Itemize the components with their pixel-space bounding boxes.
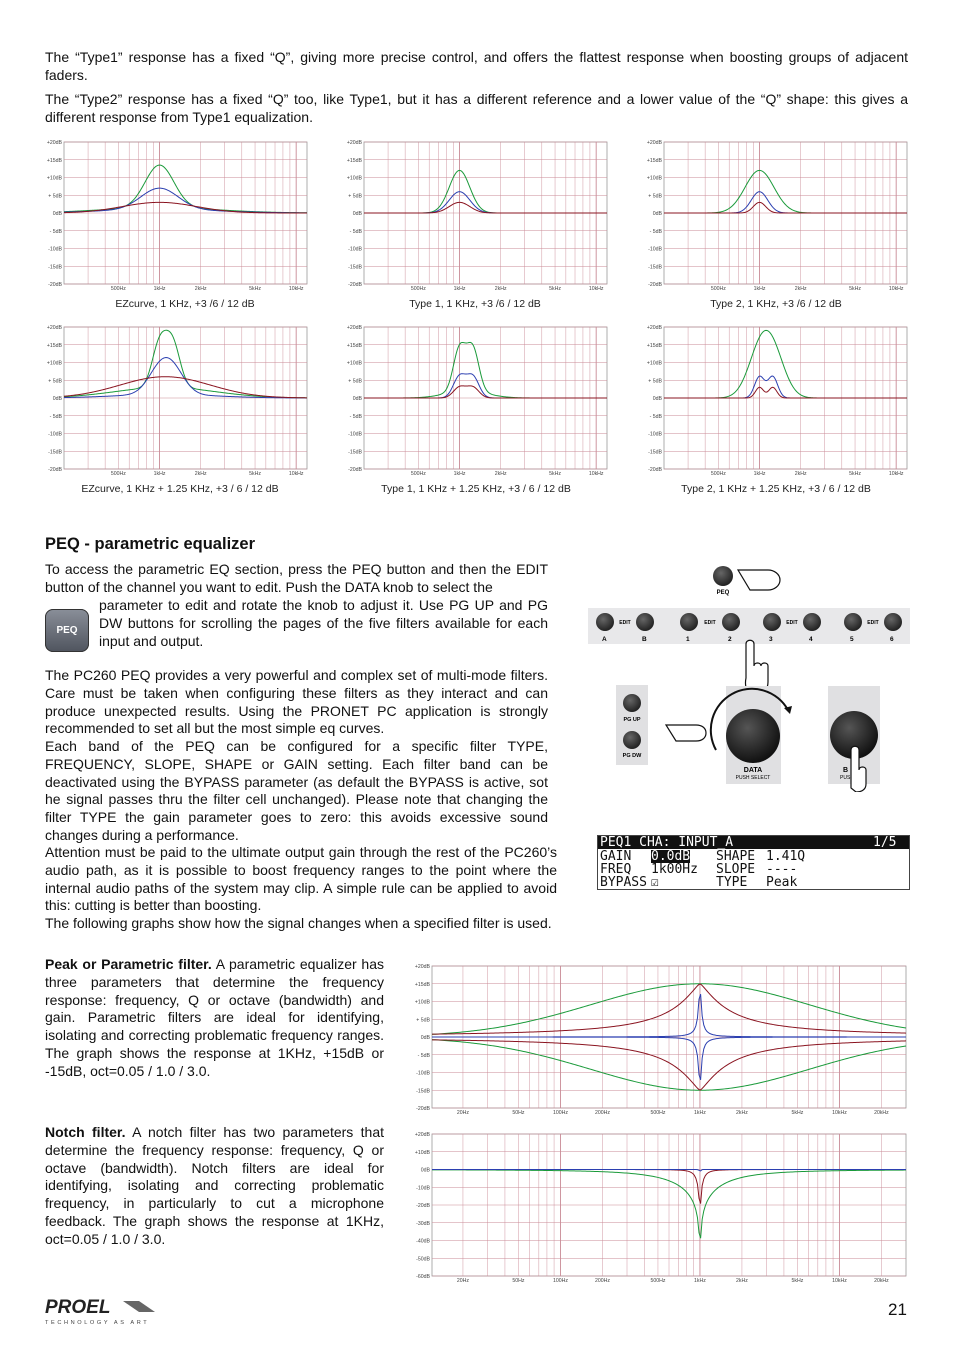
x-tick-label: 2kHz <box>194 286 207 291</box>
y-tick-label: 0dB <box>52 396 62 402</box>
x-tick-label: 5kHz <box>849 471 861 476</box>
graph-notch-filter <box>405 1128 910 1288</box>
svg-text:B: B <box>843 767 849 774</box>
x-tick-label: 10kHz <box>288 286 304 291</box>
y-tick-label: -20dB <box>648 282 662 288</box>
x-tick-label: 10kHz <box>832 1278 847 1284</box>
y-tick-label: +15dB <box>46 157 62 164</box>
x-tick-label: 10kHz <box>832 1110 847 1116</box>
x-tick-label: 1kHz <box>694 1110 706 1116</box>
y-tick-label: -50dB <box>416 1256 430 1263</box>
y-tick-label: -20dB <box>348 282 362 288</box>
y-tick-label: +15dB <box>414 981 430 988</box>
y-tick-label: + 5dB <box>648 378 662 385</box>
y-tick-label: -60dB <box>416 1274 430 1280</box>
x-tick-label: 1kHz <box>153 286 166 291</box>
y-tick-label: -20dB <box>648 467 662 473</box>
channel-button-6 <box>884 613 902 631</box>
data-knob <box>726 709 780 763</box>
y-tick-label: -15dB <box>48 264 62 271</box>
peq-paragraph-1: To access the parametric EQ section, press the PEQ button and then the EDIT button of the channel you want to edit. Push the DATA knob to select the <box>45 561 548 595</box>
y-tick-label: +10dB <box>646 360 662 367</box>
y-tick-label: -15dB <box>648 264 662 271</box>
x-tick-label: 20Hz <box>456 1110 470 1116</box>
y-tick-label: -10dB <box>648 246 662 253</box>
y-tick-label: +20dB <box>46 325 62 331</box>
y-tick-label: - 5dB <box>49 413 62 420</box>
y-tick-label: +10dB <box>414 999 430 1006</box>
graph-peak-filter <box>405 960 910 1120</box>
y-tick-label: +10dB <box>46 175 62 182</box>
y-tick-label: -10dB <box>648 431 662 438</box>
x-tick-label: 500Hz <box>110 286 126 291</box>
y-tick-label: -40dB <box>416 1238 430 1245</box>
x-tick-label: 200Hz <box>594 1278 610 1284</box>
proel-logo <box>45 1297 165 1332</box>
x-tick-label: 500Hz <box>650 1278 666 1284</box>
y-tick-label: +20dB <box>646 325 662 331</box>
x-tick-label: 5kHz <box>791 1278 804 1284</box>
peq-button-icon: PEQ <box>45 609 89 652</box>
y-tick-label: - 5dB <box>649 413 662 420</box>
y-tick-label: -10dB <box>416 1070 430 1077</box>
x-tick-label: 500Hz <box>650 1110 666 1116</box>
channel-button-4 <box>803 613 821 631</box>
y-tick-label: -15dB <box>48 449 62 456</box>
x-tick-label: 2kHz <box>794 471 807 476</box>
peq-paragraph-4: Attention must be paid to the ultimate output gain through the rest of the PC260’s audio path, as it is possible to boost frequency ranges to the point where the internal audio paths of the system may clip. A simple rule can be applied to avoid this: cutting is better than boosting. <box>45 844 557 914</box>
y-tick-label: +10dB <box>646 175 662 182</box>
y-tick-label: + 5dB <box>348 193 362 200</box>
peq-paragraph-2: The PC260 PEQ provides a very powerful and complex set of multi-mode filters. Care must be taken when configuring these filters as they interact and can produce unexpected results. Using the PRONET PC application is strongly recommended to set all but the most simple eq curves. <box>45 667 548 737</box>
pgup-button <box>623 694 641 712</box>
caption-ezcurve-single: EZcurve, 1 KHz, +3 /6 / 12 dB <box>115 298 255 310</box>
svg-text:DATA: DATA <box>743 767 763 774</box>
svg-text:PEQ: PEQ <box>716 590 730 596</box>
x-tick-label: 5kHz <box>791 1110 804 1116</box>
x-tick-label: 5kHz <box>549 471 561 476</box>
svg-text:PG DW: PG DW <box>622 753 642 759</box>
y-tick-label: +10dB <box>346 360 362 367</box>
type1-paragraph: The “Type1” response has a fixed “Q”, giving more precise control, and offers the flattest response when boosting groups of adjacent faders. <box>45 49 908 83</box>
caption-type1-double: Type 1, 1 KHz + 1.25 KHz, +3 / 6 / 12 dB <box>381 483 571 495</box>
caption-type2-double: Type 2, 1 KHz + 1.25 KHz, +3 / 6 / 12 dB <box>681 483 871 495</box>
channel-button-5 <box>844 613 862 631</box>
x-tick-label: 2kHz <box>494 286 507 291</box>
x-tick-label: 500Hz <box>710 286 726 291</box>
channel-label: 6 <box>890 636 894 643</box>
x-tick-label: 100Hz <box>552 1278 568 1284</box>
channel-label: 1 <box>686 636 690 643</box>
x-tick-label: 10kHz <box>888 471 904 476</box>
notch-paragraph: Notch filter. A notch filter has two parameters that determine the frequency response: frequency, Q or octave (bandwidth). Notch filters are ideal for identifying, isolating and correcting problematic frequency, in particularly to cut a microphone feedback. The graph shows the response at 1KHz, oct=0.05 / 1.0 / 3.0. <box>45 1124 384 1247</box>
lcd-header: PEQ1 CHA: INPUT_A 1/5 <box>598 836 909 849</box>
x-tick-label: 20Hz <box>456 1278 470 1284</box>
edit-label: EDIT <box>704 620 716 626</box>
channel-label: A <box>602 636 607 643</box>
y-tick-label: -30dB <box>416 1220 430 1227</box>
y-tick-label: -20dB <box>416 1106 430 1112</box>
x-tick-label: 500Hz <box>410 471 426 476</box>
x-tick-label: 100Hz <box>552 1110 568 1116</box>
y-tick-label: +10dB <box>414 1149 430 1156</box>
x-tick-label: 1kHz <box>453 286 466 291</box>
pgdw-button <box>623 731 641 749</box>
y-tick-label: -15dB <box>648 449 662 456</box>
y-tick-label: +15dB <box>346 157 362 164</box>
y-tick-label: + 5dB <box>48 193 62 200</box>
x-tick-label: 1kHz <box>153 471 166 476</box>
pointing-hand-left-icon <box>666 725 706 741</box>
peq-panel-button <box>713 566 733 586</box>
x-tick-label: 1kHz <box>753 286 766 291</box>
caption-type2-single: Type 2, 1 KHz, +3 /6 / 12 dB <box>710 298 842 310</box>
graph-type1-single <box>342 139 610 291</box>
x-tick-label: 10kHz <box>588 471 604 476</box>
y-tick-label: +15dB <box>646 342 662 349</box>
lcd-gain-value: 0.0dB <box>651 849 691 864</box>
y-tick-label: + 5dB <box>416 1017 430 1024</box>
y-tick-label: 0dB <box>352 211 362 217</box>
caption-ezcurve-double: EZcurve, 1 KHz + 1.25 KHz, +3 / 6 / 12 dB <box>81 483 279 495</box>
channel-button-A <box>596 613 614 631</box>
graph-ezcurve-double <box>42 324 310 476</box>
x-tick-label: 20kHz <box>874 1278 889 1284</box>
x-tick-label: 500Hz <box>110 471 126 476</box>
x-tick-label: 50Hz <box>512 1110 525 1116</box>
x-tick-label: 10kHz <box>888 286 904 291</box>
x-tick-label: 5kHz <box>249 286 261 291</box>
y-tick-label: +15dB <box>346 342 362 349</box>
channel-label: 3 <box>769 636 773 643</box>
x-tick-label: 1kHz <box>453 471 466 476</box>
type2-paragraph: The “Type2” response has a fixed “Q” too, like Type1, but it has a different reference and a lower value of the “Q” shape: this gives a different response from Type1 equalization. <box>45 91 908 125</box>
x-tick-label: 500Hz <box>410 286 426 291</box>
y-tick-label: -20dB <box>348 467 362 473</box>
channel-label: 5 <box>850 636 854 643</box>
x-tick-label: 5kHz <box>849 286 861 291</box>
channel-button-2 <box>722 613 740 631</box>
channel-label: 4 <box>809 636 813 643</box>
edit-label: EDIT <box>619 620 631 626</box>
y-tick-label: -15dB <box>348 264 362 271</box>
channel-button-B <box>636 613 654 631</box>
channel-label: 2 <box>728 636 732 643</box>
y-tick-label: - 5dB <box>349 413 362 420</box>
y-tick-label: +15dB <box>646 157 662 164</box>
y-tick-label: +20dB <box>346 140 362 146</box>
y-tick-label: + 5dB <box>648 193 662 200</box>
y-tick-label: 0dB <box>352 396 362 402</box>
x-tick-label: 20kHz <box>874 1110 889 1116</box>
graph-ezcurve-single <box>42 139 310 291</box>
x-tick-label: 10kHz <box>288 471 304 476</box>
page-number: 21 <box>888 1300 907 1319</box>
y-tick-label: +10dB <box>46 360 62 367</box>
y-tick-label: -15dB <box>348 449 362 456</box>
y-tick-label: -10dB <box>416 1185 430 1192</box>
edit-label: EDIT <box>786 620 798 626</box>
y-tick-label: +20dB <box>46 140 62 146</box>
x-tick-label: 2kHz <box>194 471 207 476</box>
graph-type1-double <box>342 324 610 476</box>
y-tick-label: - 5dB <box>649 228 662 235</box>
y-tick-label: 0dB <box>652 211 662 217</box>
y-tick-label: +20dB <box>414 964 430 970</box>
svg-text:PG UP: PG UP <box>623 717 641 723</box>
y-tick-label: -10dB <box>48 246 62 253</box>
y-tick-label: -20dB <box>48 282 62 288</box>
graph-type2-double <box>642 324 910 476</box>
y-tick-label: 0dB <box>652 396 662 402</box>
x-tick-label: 5kHz <box>549 286 561 291</box>
graph-type2-single <box>642 139 910 291</box>
channel-label: B <box>642 636 647 643</box>
pointing-hand-icon <box>738 570 780 590</box>
lcd-display: PEQ1 CHA: INPUT_A 1/5 GAIN 0.0dB SHAPE 1.41Q FREQ 1k00Hz SLOPE ---- BYPASS ☑ TYPE Peak <box>597 835 910 890</box>
x-tick-label: 1kHz <box>753 471 766 476</box>
x-tick-label: 5kHz <box>249 471 261 476</box>
x-tick-label: 1kHz <box>694 1278 706 1284</box>
edit-label: EDIT <box>867 620 879 626</box>
x-tick-label: 2kHz <box>494 471 507 476</box>
logo-tagline: TECHNOLOGY AS ART <box>45 1320 150 1326</box>
y-tick-label: +20dB <box>414 1132 430 1138</box>
x-tick-label: 500Hz <box>710 471 726 476</box>
y-tick-label: +15dB <box>46 342 62 349</box>
peak-paragraph: Peak or Parametric filter. A parametric equalizer has three parameters that determine the frequency response: frequency, Q or octave (bandwidth) and gain. Parametric filters are ideal for identifying, isolating and correcting problematic frequency ranges. The graph shows the response at 1KHz, +15dB or -15dB, oct=0.05 / 1.0 / 3.0. <box>45 956 385 1079</box>
x-tick-label: 2kHz <box>736 1110 748 1116</box>
x-tick-label: 2kHz <box>736 1278 748 1284</box>
y-tick-label: + 5dB <box>348 378 362 385</box>
y-tick-label: + 5dB <box>48 378 62 385</box>
y-tick-label: -10dB <box>348 431 362 438</box>
y-tick-label: - 5dB <box>49 228 62 235</box>
y-tick-label: -10dB <box>48 431 62 438</box>
channel-button-3 <box>763 613 781 631</box>
y-tick-label: 0dB <box>420 1035 430 1041</box>
x-tick-label: 200Hz <box>594 1110 610 1116</box>
y-tick-label: -10dB <box>348 246 362 253</box>
y-tick-label: -20dB <box>416 1203 430 1209</box>
channel-button-1 <box>680 613 698 631</box>
section-title: PEQ - parametric equalizer <box>45 535 255 553</box>
y-tick-label: -15dB <box>416 1088 430 1095</box>
x-tick-label: 2kHz <box>794 286 807 291</box>
y-tick-label: +20dB <box>346 325 362 331</box>
y-tick-label: 0dB <box>420 1167 430 1174</box>
y-tick-label: -20dB <box>48 467 62 473</box>
peq-paragraph-3: Each band of the PEQ can be configured for a specific filter TYPE, FREQUENCY, SLOPE, SHAPE or GAIN setting. Each filter band can be deactivated using the BYPASS parameter (as default the BYPASS is active, sot he signal passes thru the filter cell unchanged). Please note that changing the filter TYPE the gain parameter goes to zero: this avoids excessive sound changes during a performance. <box>45 738 548 843</box>
x-tick-label: 10kHz <box>588 286 604 291</box>
peq-paragraph-1b: parameter to edit and rotate the knob to adjust it. Use PG UP and PG DW buttons for scrolling the pages of the five filters available for each input and output. <box>99 597 548 649</box>
svg-text:PUS: PUS <box>840 775 851 781</box>
y-tick-label: - 5dB <box>417 1052 430 1059</box>
y-tick-label: +20dB <box>646 140 662 146</box>
peq-paragraph-5: The following graphs show how the signal changes when a specified filter is used. <box>45 915 552 931</box>
y-tick-label: +10dB <box>346 175 362 182</box>
logo-wordmark: PROEL <box>45 1297 111 1318</box>
svg-text:PUSH SELECT: PUSH SELECT <box>735 775 771 781</box>
caption-type1-single: Type 1, 1 KHz, +3 /6 / 12 dB <box>409 298 541 310</box>
y-tick-label: 0dB <box>52 211 62 217</box>
y-tick-label: - 5dB <box>349 228 362 235</box>
x-tick-label: 50Hz <box>512 1278 525 1284</box>
pointing-hand-up-icon <box>745 640 768 694</box>
control-panel-illustration <box>588 560 910 792</box>
